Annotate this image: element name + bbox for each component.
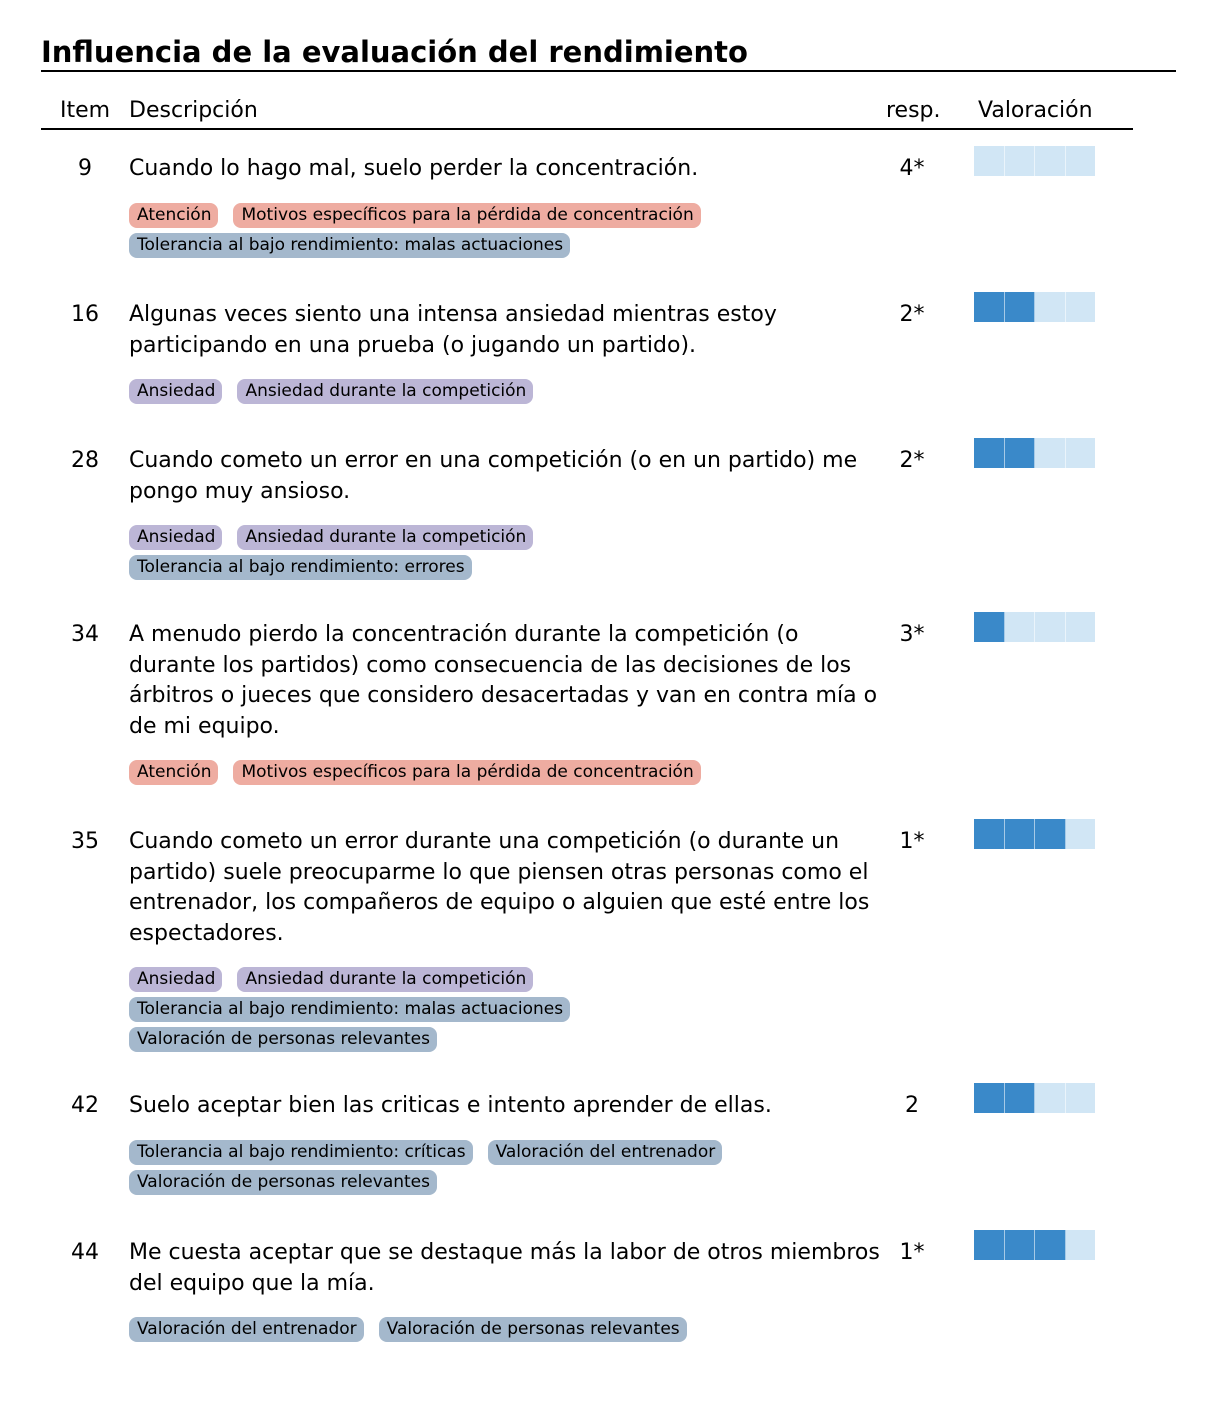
rating-segment-empty bbox=[1035, 292, 1066, 322]
rating-segment-empty bbox=[1035, 146, 1066, 176]
title-divider bbox=[41, 70, 1176, 72]
category-tag: Ansiedad durante la competición bbox=[237, 379, 533, 404]
item-description: Algunas veces siento una intensa ansiedad mientras estoy participando en una prueba (o jugando un partido). bbox=[129, 302, 777, 358]
rating-segment-empty bbox=[974, 146, 1005, 176]
rating-bar bbox=[974, 438, 1095, 468]
category-tag: Tolerancia al bajo rendimiento: errores bbox=[129, 555, 472, 580]
column-header-rating: Valoración bbox=[978, 98, 1093, 123]
item-response: 1* bbox=[899, 829, 925, 854]
category-tag: Valoración del entrenador bbox=[129, 1317, 364, 1342]
item-number: 35 bbox=[71, 829, 99, 854]
tag-group bbox=[129, 760, 929, 790]
category-tag: Motivos específicos para la pérdida de concentración bbox=[233, 760, 700, 785]
rating-segment-empty bbox=[1035, 438, 1066, 468]
category-tag: Tolerancia al bajo rendimiento: malas actuaciones bbox=[129, 997, 570, 1022]
rating-segment-empty bbox=[1005, 612, 1036, 642]
category-tag: Motivos específicos para la pérdida de concentración bbox=[233, 203, 700, 228]
tag-group bbox=[129, 1317, 929, 1347]
category-tag: Ansiedad bbox=[129, 967, 222, 992]
rating-bar bbox=[974, 292, 1095, 322]
header-divider bbox=[41, 128, 1133, 130]
tag-line bbox=[129, 555, 929, 585]
item-response: 2* bbox=[899, 302, 925, 327]
category-tag: Ansiedad durante la competición bbox=[237, 525, 533, 550]
rating-bar bbox=[974, 146, 1095, 176]
tag-line bbox=[129, 967, 929, 997]
item-response: 2* bbox=[899, 448, 925, 473]
tag-line bbox=[129, 525, 929, 555]
category-tag: Valoración de personas relevantes bbox=[129, 1027, 437, 1052]
rating-segment-empty bbox=[1066, 146, 1096, 176]
tag-group bbox=[129, 967, 929, 1057]
item-response: 2 bbox=[905, 1093, 919, 1118]
item-description: Cuando lo hago mal, suelo perder la concentración. bbox=[129, 156, 699, 181]
tag-line bbox=[129, 1317, 929, 1347]
rating-segment-filled bbox=[974, 819, 1005, 849]
rating-bar bbox=[974, 1230, 1095, 1260]
tag-group bbox=[129, 525, 929, 585]
rating-segment-empty bbox=[1066, 1230, 1096, 1260]
category-tag: Ansiedad durante la competición bbox=[237, 967, 533, 992]
rating-bar bbox=[974, 1083, 1095, 1113]
rating-segment-filled bbox=[974, 1083, 1005, 1113]
category-tag: Atención bbox=[129, 203, 218, 228]
rating-segment-filled bbox=[1005, 292, 1036, 322]
rating-segment-filled bbox=[1005, 819, 1036, 849]
category-tag: Ansiedad bbox=[129, 379, 222, 404]
tag-group bbox=[129, 203, 929, 263]
rating-segment-filled bbox=[1005, 1083, 1036, 1113]
rating-segment-empty bbox=[1066, 292, 1096, 322]
tag-line bbox=[129, 760, 929, 790]
tag-group bbox=[129, 379, 929, 409]
tag-line bbox=[129, 1027, 929, 1057]
rating-segment-empty bbox=[1005, 146, 1036, 176]
rating-segment-filled bbox=[1035, 819, 1066, 849]
item-number: 34 bbox=[71, 622, 99, 647]
rating-segment-filled bbox=[974, 292, 1005, 322]
category-tag: Valoración de personas relevantes bbox=[379, 1317, 687, 1342]
rating-segment-filled bbox=[1005, 438, 1036, 468]
item-number: 28 bbox=[71, 448, 99, 473]
tag-line bbox=[129, 997, 929, 1027]
rating-segment-empty bbox=[1066, 819, 1096, 849]
tag-line bbox=[129, 233, 929, 263]
rating-segment-filled bbox=[1005, 1230, 1036, 1260]
rating-segment-empty bbox=[1066, 438, 1096, 468]
item-description: Me cuesta aceptar que se destaque más la labor de otros miembros del equipo que la mía. bbox=[129, 1240, 880, 1296]
rating-segment-empty bbox=[1035, 612, 1066, 642]
rating-bar bbox=[974, 612, 1095, 642]
item-description: Suelo aceptar bien las criticas e intento aprender de ellas. bbox=[129, 1093, 772, 1118]
rating-segment-empty bbox=[1066, 1083, 1096, 1113]
tag-line bbox=[129, 203, 929, 233]
rating-segment-empty bbox=[1066, 612, 1096, 642]
item-number: 44 bbox=[71, 1240, 99, 1265]
rating-segment-filled bbox=[1035, 1230, 1066, 1260]
tag-group bbox=[129, 1140, 929, 1200]
rating-segment-filled bbox=[974, 438, 1005, 468]
category-tag: Valoración de personas relevantes bbox=[129, 1170, 437, 1195]
tag-line bbox=[129, 379, 929, 409]
item-response: 3* bbox=[899, 622, 925, 647]
item-number: 42 bbox=[71, 1093, 99, 1118]
category-tag: Atención bbox=[129, 760, 218, 785]
rating-segment-empty bbox=[1035, 1083, 1066, 1113]
column-header-item: Item bbox=[60, 98, 111, 123]
item-number: 9 bbox=[78, 156, 92, 181]
category-tag: Valoración del entrenador bbox=[488, 1140, 723, 1165]
column-header-response: resp. bbox=[886, 98, 941, 123]
rating-segment-filled bbox=[974, 1230, 1005, 1260]
item-description: Cuando cometo un error en una competición (o en un partido) me pongo muy ansioso. bbox=[129, 448, 858, 504]
category-tag: Ansiedad bbox=[129, 525, 222, 550]
rating-bar bbox=[974, 819, 1095, 849]
item-description: Cuando cometo un error durante una competición (o durante un partido) suele preocuparme lo que piensen otras personas como el entrenador, los compañeros de equipo o alguien que esté entre los espectadores. bbox=[129, 829, 870, 946]
item-description: A menudo pierdo la concentración durante la competición (o durante los partidos) como consecuencia de las decisiones de los árbitros o jueces que considero desacertadas y van en contra mía o de mi equipo. bbox=[129, 622, 878, 739]
tag-line bbox=[129, 1170, 929, 1200]
category-tag: Tolerancia al bajo rendimiento: malas actuaciones bbox=[129, 233, 570, 258]
column-header-description: Descripción bbox=[129, 98, 258, 123]
item-response: 1* bbox=[899, 1240, 925, 1265]
category-tag: Tolerancia al bajo rendimiento: críticas bbox=[129, 1140, 473, 1165]
page-title: Influencia de la evaluación del rendimiento bbox=[41, 35, 748, 69]
item-number: 16 bbox=[71, 302, 99, 327]
tag-line bbox=[129, 1140, 929, 1170]
item-response: 4* bbox=[899, 156, 925, 181]
rating-segment-filled bbox=[974, 612, 1005, 642]
